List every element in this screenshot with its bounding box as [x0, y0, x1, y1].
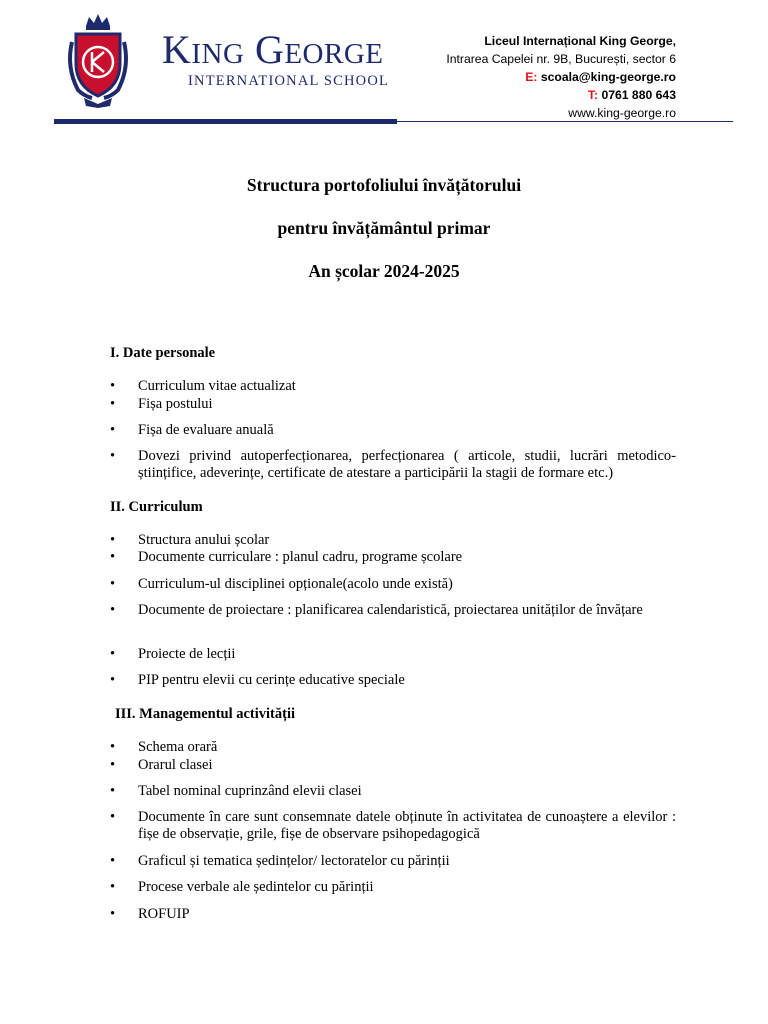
list-item: • Orarul clasei [110, 757, 213, 773]
list-item: • Documente de proiectare : planificarea calendaristică, proiectarea unităților de învățare [110, 602, 643, 618]
document-title: Structura portofoliului învățătorului [246, 175, 522, 195]
contact-block [446, 32, 676, 122]
list-item: • Structura anului școlar [110, 532, 270, 548]
list-item: • Documente curriculare : planul cadru, programe școlare [110, 549, 463, 565]
email-link[interactable]: scoala@king-george.ro [540, 70, 676, 84]
bullet-icon: • [110, 646, 116, 662]
bullet-icon: • [110, 422, 116, 438]
list-item: • Graficul și tematica ședințelor/ lectoratelor cu părinții [110, 853, 450, 869]
bullet-icon: • [110, 378, 116, 394]
bullet-icon: • [110, 757, 116, 773]
list-item: • Schema orară [110, 739, 218, 755]
email-label: E: [525, 70, 538, 84]
bullet-icon: • [110, 906, 116, 922]
bullet-icon: • [110, 739, 116, 755]
list-item: • Documente în care sunt consemnate datele obținute în activitatea de cunoaștere a elevilor : fișe de observație, grile, fișe de observare psihopedagogică [110, 809, 676, 842]
bullet-icon: • [110, 672, 116, 688]
school-name: Liceul Internațional King George, [484, 34, 676, 48]
document-subtitle: pentru învățământul primar [277, 218, 491, 238]
bullet-icon: • [110, 448, 116, 464]
list-item: • Procese verbale ale ședintelor cu părinții [110, 879, 374, 895]
list-item: • Curriculum-ul disciplinei opționale(acolo unde există) [110, 576, 453, 592]
phone-number: 0761 880 643 [601, 88, 676, 102]
school-address: Intrarea Capelei nr. 9B, București, sector 6 [446, 52, 676, 66]
list-item: • Curriculum vitae actualizat [110, 378, 296, 394]
phone-line [446, 86, 676, 104]
header-divider-thick [54, 119, 397, 124]
bullet-icon: • [110, 549, 116, 565]
bullet-icon: • [110, 602, 116, 618]
bullet-icon: • [110, 783, 116, 799]
bullet-icon: • [110, 532, 116, 548]
section-heading: III. Managementul activității [115, 706, 296, 722]
letterhead [0, 0, 768, 130]
section-heading: II. Curriculum [110, 499, 203, 515]
list-item: • PIP pentru elevii cu cerințe educative speciale [110, 672, 405, 688]
list-item: • ROFUIP [110, 906, 190, 922]
school-year: An școlar 2024-2025 [308, 261, 460, 281]
header-divider-thin [397, 121, 733, 122]
bullet-icon: • [110, 879, 116, 895]
list-item: • Fișa de evaluare anuală [110, 422, 274, 438]
brand-subtitle: INTERNATIONAL SCHOOL [188, 73, 390, 89]
list-item: • Fișa postului [110, 396, 213, 412]
bullet-icon: • [110, 809, 116, 825]
list-item: • Proiecte de lecții [110, 646, 236, 662]
bullet-icon: • [110, 576, 116, 592]
list-item: • Dovezi privind autoperfecționarea, perfecționarea ( articole, studii, lucrări metodico-științifice, adeverințe, certificate de atestare a participării la stagii de formare etc.) [110, 448, 676, 481]
email-line [446, 68, 676, 86]
bullet-icon: • [110, 853, 116, 869]
website-link[interactable]: www.king-george.ro [568, 106, 676, 120]
bullet-icon: • [110, 396, 116, 412]
brand-name: KING GEORGE [162, 27, 384, 72]
section-heading: I. Date personale [110, 345, 216, 361]
school-crest-logo [62, 12, 134, 108]
list-item: • Tabel nominal cuprinzând elevii clasei [110, 783, 362, 799]
phone-label: T: [587, 88, 599, 102]
